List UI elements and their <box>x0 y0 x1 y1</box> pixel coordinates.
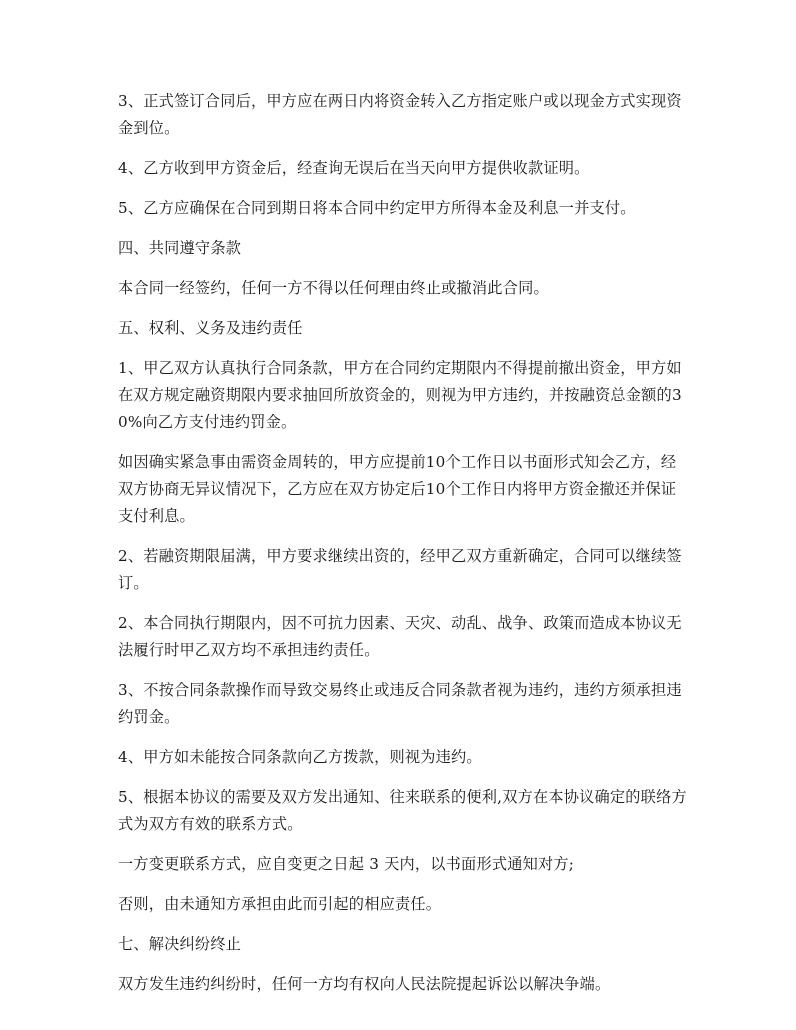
clause-5-repayment: 5、乙方应确保在合同到期日将本合同中约定甲方所得本金及利息一并支付。 <box>118 199 636 217</box>
clause-3-signing: 3、正式签订合同后，甲方应在两日内将资金转入乙方指定账户或以现金方式实现资金到位。 <box>118 92 682 137</box>
section-heading-5: 五、权利、义务及违约责任 <box>118 319 303 337</box>
contact-change-notice: 一方变更联系方式，应自变更之日起 3 天内，以书面形式通知对方; <box>118 855 575 873</box>
section-heading-7: 七、解决纠纷终止 <box>118 935 242 953</box>
clause-2-renewal: 2、若融资期限届满，甲方要求继续出资的，经甲乙双方重新确定，合同可以继续签订。 <box>118 547 682 592</box>
clause-5-contact: 5、根据本协议的需要及双方发出通知、往来联系的便利,双方在本协议确定的联络方式为双方有效的联系方式。 <box>118 788 687 833</box>
contact-change-liability: 否则，由未通知方承担由此而引起的相应责任。 <box>118 895 442 913</box>
section-heading-4: 四、共同遵守条款 <box>118 239 242 257</box>
clause-4-receipt: 4、乙方收到甲方资金后，经查询无误后在当天向甲方提供收款证明。 <box>118 159 590 177</box>
clause-4-payment-default: 4、甲方如未能按合同条款向乙方拨款，则视为违约。 <box>118 748 482 766</box>
clause-urgent-withdrawal: 如因确实紧急事由需资金周转的，甲方应提前10个工作日以书面形式知会乙方，经双方协商无异议情况下，乙方应在双方协定后10个工作日内将甲方资金撤还并保证支付利息。 <box>118 453 677 525</box>
clause-3-breach: 3、不按合同条款操作而导致交易终止或违反合同条款者视为违约，违约方须承担违约罚金。 <box>118 681 682 726</box>
clause-2-force-majeure: 2、本合同执行期限内，因不可抗力因素、天灾、动乱、战争、政策而造成本协议无法履行时甲乙双方均不承担违约责任。 <box>118 614 682 659</box>
clause-1-obligations: 1、甲乙双方认真执行合同条款，甲方在合同约定期限内不得提前撤出资金，甲方如在双方规定融资期限内要求抽回所放资金的，则视为甲方违约，并按融资总金额的30%向乙方支付违约罚金。 <box>118 359 682 431</box>
section-7-text: 双方发生违约纠纷时，任何一方均有权向人民法院提起诉讼以解决争端。 <box>118 975 611 993</box>
document-body <box>118 88 688 1011</box>
section-4-text: 本合同一经签约，任何一方不得以任何理由终止或撤消此合同。 <box>118 279 549 297</box>
